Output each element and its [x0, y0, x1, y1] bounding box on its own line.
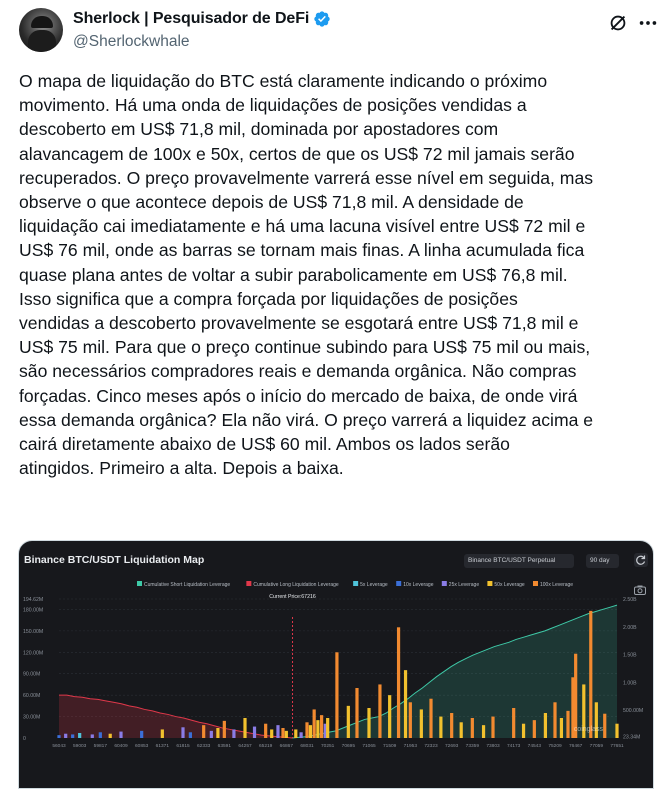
y-tick-label: 150.00M [23, 628, 44, 635]
x-tick-label: 61815 [176, 744, 190, 749]
liquidation-bar [347, 706, 350, 738]
tweet-line: observe o que acontece depois de US$ 71,8 mil. A densidade de [19, 192, 524, 213]
liquidation-bar [378, 684, 381, 738]
legend-label: Cumulative Long Liquidation Leverage [253, 582, 339, 588]
liquidation-bar [397, 627, 400, 738]
x-tick-label: 73359 [465, 744, 480, 749]
y-tick-label: 0 [23, 736, 26, 742]
chart-title: Binance BTC/USDT Liquidation Map [24, 554, 205, 566]
tweet-line: recuperados. O preço provavelmente varrerá esse nível em seguida, mas [19, 167, 594, 188]
watermark-label: coinglass [573, 726, 603, 733]
liquidation-bar [589, 611, 592, 738]
liquidation-bar [420, 709, 423, 738]
x-tick-label: 59003 [72, 744, 87, 749]
liquidation-bar [491, 717, 494, 738]
liquidation-bar [439, 717, 442, 738]
author-name[interactable]: Sherlock | Pesquisador de DeFi [73, 10, 310, 27]
tweet-line: descoberto em US$ 71,8 mil, dominada por apostadores com [19, 119, 499, 140]
liquidation-bar [243, 718, 246, 738]
x-tick-label: 60409 [114, 744, 128, 749]
liquidation-bar [512, 708, 515, 738]
liquidation-bar [276, 725, 279, 738]
y-tick-label: 90.00M [23, 671, 41, 678]
liquidation-bar [335, 652, 338, 738]
liquidation-bar [109, 734, 112, 738]
legend-swatch [246, 581, 251, 586]
liquidation-bar [232, 729, 235, 738]
grok-icon[interactable] [607, 12, 629, 34]
liquidation-bar [367, 708, 370, 738]
x-tick-label: 70251 [320, 744, 335, 749]
tweet-line: cairá diretamente abaixo de US$ 60 mil. Ambos os lados serão [19, 434, 510, 455]
refresh-icon[interactable] [634, 553, 648, 567]
liquidation-map-chart [19, 541, 654, 789]
liquidation-bar [99, 732, 102, 738]
tweet-line: O mapa de liquidação do BTC está claramente indicando o próximo [19, 71, 548, 91]
liquidation-bar [281, 728, 284, 738]
tweet-line: alavancagem de 100x e 50x, certos de que os US$ 72 mil jamais serão [19, 143, 575, 164]
liquidation-bar [482, 725, 485, 738]
chart-image[interactable] [18, 540, 654, 789]
legend-label: 25x Leverage [448, 582, 480, 588]
legend-swatch [396, 581, 401, 586]
x-tick-label: 68031 [300, 744, 314, 749]
author-handle[interactable]: @Sherlockwhale [73, 33, 190, 50]
x-tick-label: 59817 [93, 744, 108, 749]
liquidation-bar [216, 728, 219, 738]
x-tick-label: 64257 [238, 744, 252, 749]
liquidation-bar [305, 722, 308, 738]
legend-label: 5x Leverage [360, 582, 388, 588]
x-tick-label: 71953 [403, 744, 418, 749]
liquidation-bar [615, 724, 618, 738]
current-price-label: Current Price:67216 [269, 594, 316, 600]
liquidation-bar [119, 732, 122, 738]
liquidation-bar [285, 731, 288, 738]
x-tick-label: 75209 [548, 744, 562, 749]
x-tick-label: 65219 [258, 744, 273, 749]
liquidation-bar [533, 720, 536, 738]
tweet-line: Isso significa que a compra forçada por liquidações de posições [19, 288, 518, 309]
liquidation-bar [471, 718, 474, 738]
legend-swatch [533, 581, 538, 586]
liquidation-bar [300, 732, 303, 738]
y-tick-label: 30.00M [23, 714, 41, 721]
more-options-icon[interactable] [637, 12, 659, 34]
period-select[interactable]: 90 day [586, 554, 619, 568]
legend-label: Cumulative Short Liquidation Leverage [144, 582, 231, 588]
liquidation-bar [326, 718, 329, 738]
liquidation-bar [181, 727, 184, 738]
y-tick-label: 120.00M [23, 650, 44, 657]
legend-label: 10x Leverage [403, 582, 434, 588]
x-tick-label: 56043 [52, 744, 66, 749]
liquidation-bar [553, 702, 556, 738]
y-tick-label: 194.62M [23, 597, 44, 603]
tweet-line: liquidação cai imediatamente e há uma lacuna visível entre US$ 72 mil e [19, 216, 586, 237]
liquidation-bar [270, 729, 273, 738]
tweet-line: US$ 76 mil, onde as barras se tornam mais finas. A linha acumulada fica [19, 240, 585, 261]
liquidation-bar [409, 702, 412, 738]
y-tick-label: 180.00M [23, 607, 44, 614]
liquidation-bar [78, 733, 81, 738]
liquidation-bar [309, 725, 312, 738]
verified-badge-icon [313, 10, 331, 28]
x-tick-label: 71509 [382, 744, 397, 749]
liquidation-bar [313, 709, 316, 738]
liquidation-bar [460, 722, 463, 738]
x-tick-label: 77059 [589, 744, 604, 749]
x-tick-label: 66867 [279, 744, 294, 749]
liquidation-bar [71, 734, 74, 738]
avatar-body-shape [28, 30, 56, 52]
legend-label: 50x Leverage [494, 582, 525, 588]
liquidation-bar [91, 734, 94, 738]
y2-tick-label: 1.50B [623, 652, 637, 659]
x-tick-label: 72693 [444, 744, 459, 749]
liquidation-bar [429, 699, 432, 738]
x-tick-label: 74543 [527, 744, 542, 749]
liquidation-bar [210, 731, 213, 738]
liquidation-bar [264, 724, 267, 738]
tweet-line: são necessários compradores reais e demanda orgânica. Não compras [19, 361, 577, 382]
tweet-line: US$ 75 mil. Para que o preço continue subindo para US$ 75 mil ou mais, [19, 337, 591, 358]
y2-tick-label: 2.00B [623, 624, 637, 631]
liquidation-bar [320, 715, 323, 738]
y2-tick-label: 2.50B [623, 597, 637, 603]
legend-label: 100x Leverage [540, 582, 574, 588]
y2-tick-label: 1.00B [623, 680, 637, 687]
x-tick-label: 71065 [362, 744, 376, 749]
liquidation-bar [560, 718, 563, 738]
author-name-row [73, 10, 331, 28]
x-tick-label: 70695 [341, 744, 356, 749]
liquidation-bar [189, 732, 192, 738]
avatar[interactable] [19, 8, 63, 52]
liquidation-bar [404, 670, 407, 738]
x-tick-label: 60853 [134, 744, 149, 749]
liquidation-bar [544, 713, 547, 738]
liquidation-bar [140, 731, 143, 738]
x-tick-label: 77651 [610, 744, 624, 749]
market-select[interactable]: Binance BTC/USDT Perpetual [464, 554, 574, 568]
legend-swatch [487, 581, 492, 586]
tweet-line: forçadas. Cinco meses após o início do mercado de baixa, de onde virá [19, 385, 578, 406]
x-tick-label: 76467 [568, 744, 583, 749]
liquidation-bar [450, 713, 453, 738]
tweet-line: movimento. Há uma onda de liquidações de posições vendidas a [19, 95, 527, 116]
liquidation-bar [64, 734, 67, 738]
liquidation-bar [522, 724, 525, 738]
tweet-header [19, 8, 659, 56]
liquidation-bar [355, 688, 358, 738]
y2-tick-label: 500.00M [623, 708, 644, 715]
legend-swatch [442, 581, 447, 586]
liquidation-bar [603, 714, 606, 738]
tweet-line: quase plana antes de voltar a subir parabolicamente em US$ 76,8 mil. [19, 264, 568, 285]
x-tick-label: 73803 [486, 744, 500, 749]
y2-tick-label: 23.34M [623, 734, 641, 741]
camera-icon[interactable] [634, 585, 646, 595]
liquidation-bar [202, 725, 205, 738]
tweet-text [19, 69, 659, 480]
legend-swatch [353, 581, 358, 586]
liquidation-bar [161, 729, 164, 738]
avatar-hat-shape [31, 16, 53, 28]
liquidation-bar [388, 695, 391, 738]
tweet-line: essa demanda orgânica? Ela não virá. O preço varrerá a liquidez acima e [19, 409, 594, 430]
legend-swatch [137, 581, 142, 586]
x-tick-label: 72323 [424, 744, 438, 749]
x-tick-label: 62333 [196, 744, 211, 749]
tweet-line: atingidos. Primeiro a alta. Depois a baixa. [19, 458, 344, 479]
x-tick-label: 63591 [217, 744, 232, 749]
liquidation-bar [566, 711, 569, 738]
x-tick-label: 74173 [506, 744, 521, 749]
liquidation-bar [223, 721, 226, 738]
liquidation-bar [57, 735, 60, 738]
tweet-line: vendidas a descoberto provavelmente se esgotará entre US$ 71,8 mil e [19, 313, 579, 334]
liquidation-bar [253, 727, 256, 738]
y-tick-label: 60.00M [23, 693, 41, 700]
x-tick-label: 61371 [155, 744, 170, 749]
liquidation-bar [316, 720, 319, 738]
liquidation-bar [294, 729, 297, 738]
